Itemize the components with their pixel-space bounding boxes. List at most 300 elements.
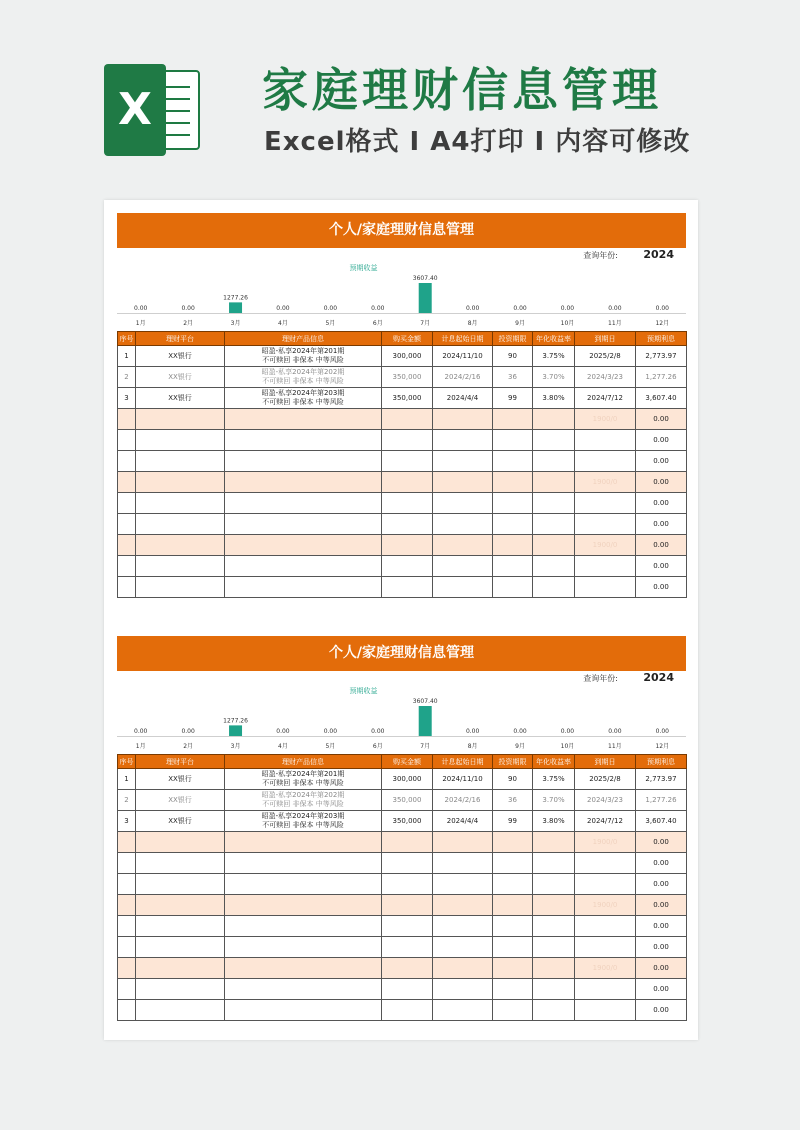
table-cell[interactable]: 3,607.40 [636, 811, 687, 832]
table-cell[interactable] [136, 895, 225, 916]
table-cell[interactable] [118, 895, 136, 916]
table-cell[interactable] [225, 937, 382, 958]
table-cell[interactable]: 3 [118, 811, 136, 832]
year-value[interactable]: 2024 [643, 248, 674, 261]
table-cell[interactable]: 3.80% [533, 388, 575, 409]
table-cell[interactable] [118, 409, 136, 430]
table-cell[interactable] [118, 430, 136, 451]
table-cell[interactable]: 350,000 [382, 367, 433, 388]
chart-bar [229, 725, 242, 736]
chart-data-label: 0.00 [655, 305, 669, 312]
table-cell[interactable] [433, 535, 493, 556]
table-cell[interactable] [118, 577, 136, 598]
table-row [118, 958, 687, 979]
table-cell[interactable]: 2024/7/12 [575, 811, 636, 832]
chart-data-label: 0.00 [276, 728, 290, 735]
table-cell[interactable] [433, 916, 493, 937]
column-header: 年化收益率 [533, 332, 575, 346]
product-info-line: 不可赎回 非保本 中等风险 [262, 377, 344, 385]
table-cell[interactable] [136, 874, 225, 895]
column-header: 投资期限 [493, 332, 533, 346]
table-cell[interactable] [433, 853, 493, 874]
table-cell[interactable] [136, 916, 225, 937]
table-cell[interactable] [225, 388, 382, 409]
page-subtitle: Excel格式 I A4打印 I 内容可修改 [264, 127, 691, 157]
table-cell[interactable] [575, 832, 636, 853]
table-row [118, 853, 687, 874]
table-cell[interactable]: 2024/3/23 [575, 790, 636, 811]
table-cell[interactable]: 0.00 [636, 832, 687, 853]
chart-title: 预期收益 [349, 264, 378, 272]
table-cell[interactable]: 3.80% [533, 811, 575, 832]
table-row [118, 535, 687, 556]
table-cell[interactable]: 0.00 [636, 493, 687, 514]
table-cell[interactable] [575, 979, 636, 1000]
product-info-line: 昭盈-私享2024年第203期 [261, 389, 345, 397]
excel-logo-letter: X [104, 64, 166, 156]
page-header [0, 0, 800, 195]
table-cell[interactable]: 0.00 [636, 472, 687, 493]
chart-x-tick-label: 1月 [135, 320, 146, 327]
table-cell[interactable]: 99 [493, 811, 533, 832]
chart-bar [419, 706, 432, 736]
table-cell[interactable]: 0.00 [636, 556, 687, 577]
table-cell[interactable]: 0.00 [636, 853, 687, 874]
chart-data-label: 0.00 [134, 728, 148, 735]
table-cell[interactable] [382, 472, 433, 493]
chart-data-label: 3607.40 [412, 698, 438, 705]
table-cell[interactable]: 0.00 [636, 577, 687, 598]
product-info-line: 昭盈-私享2024年第202期 [261, 368, 345, 376]
table-cell[interactable] [382, 958, 433, 979]
table-cell[interactable]: 2024/4/4 [433, 811, 493, 832]
chart-x-tick-label: 9月 [515, 320, 525, 327]
table-cell[interactable] [136, 979, 225, 1000]
table-cell[interactable] [225, 958, 382, 979]
column-header: 预期利息 [636, 755, 687, 769]
table-cell[interactable] [382, 853, 433, 874]
income-chart [117, 264, 686, 331]
placeholder-date: 1900/0 [592, 837, 618, 846]
table-cell[interactable] [118, 514, 136, 535]
table-cell[interactable] [493, 430, 533, 451]
table-cell[interactable] [136, 430, 225, 451]
table-cell[interactable] [493, 535, 533, 556]
table-cell[interactable] [575, 472, 636, 493]
finance-sheet-2 [117, 636, 686, 1021]
table-row [118, 811, 687, 832]
table-row [118, 937, 687, 958]
column-header: 到期日 [575, 755, 636, 769]
table-cell[interactable] [493, 556, 533, 577]
table-cell[interactable]: 2024/3/23 [575, 367, 636, 388]
table-cell[interactable] [493, 472, 533, 493]
placeholder-date: 1900/0 [592, 477, 618, 486]
table-cell[interactable]: XX银行 [136, 346, 225, 367]
table-cell[interactable] [382, 430, 433, 451]
table-cell[interactable] [382, 979, 433, 1000]
table-cell[interactable] [575, 916, 636, 937]
table-cell[interactable] [533, 430, 575, 451]
table-cell[interactable] [118, 958, 136, 979]
table-cell[interactable]: 2024/7/12 [575, 388, 636, 409]
chart-bar [229, 302, 242, 313]
table-cell[interactable] [433, 874, 493, 895]
table-cell[interactable] [533, 958, 575, 979]
table-cell[interactable]: 300,000 [382, 346, 433, 367]
table-cell[interactable]: 0.00 [636, 895, 687, 916]
table-cell[interactable] [575, 556, 636, 577]
table-cell[interactable] [382, 493, 433, 514]
table-cell[interactable]: 350,000 [382, 811, 433, 832]
table-cell[interactable] [493, 916, 533, 937]
table-cell[interactable] [533, 472, 575, 493]
chart-title: 预期收益 [349, 687, 378, 695]
table-cell[interactable] [225, 769, 382, 790]
table-cell[interactable]: 36 [493, 367, 533, 388]
table-cell[interactable] [433, 556, 493, 577]
table-cell[interactable] [225, 367, 382, 388]
table-cell[interactable]: 0.00 [636, 916, 687, 937]
table-cell[interactable] [118, 979, 136, 1000]
chart-x-tick-label: 4月 [278, 743, 288, 750]
table-cell[interactable] [118, 556, 136, 577]
table-cell[interactable]: 3,607.40 [636, 388, 687, 409]
table-cell[interactable]: 2,773.97 [636, 346, 687, 367]
table-cell[interactable] [533, 556, 575, 577]
table-cell[interactable]: 0.00 [636, 514, 687, 535]
table-cell[interactable]: 0.00 [636, 430, 687, 451]
table-cell[interactable] [225, 577, 382, 598]
table-cell[interactable] [136, 451, 225, 472]
table-cell[interactable]: XX银行 [136, 367, 225, 388]
table-cell[interactable] [533, 451, 575, 472]
table-row [118, 556, 687, 577]
table-cell[interactable] [136, 556, 225, 577]
table-cell[interactable] [136, 1000, 225, 1021]
table-cell[interactable] [575, 853, 636, 874]
table-cell[interactable] [575, 937, 636, 958]
product-info-line: 不可赎回 非保本 中等风险 [262, 800, 344, 808]
table-cell[interactable] [533, 832, 575, 853]
chart-data-label: 0.00 [465, 305, 480, 312]
table-cell[interactable] [533, 937, 575, 958]
table-header-row [118, 332, 687, 346]
year-label: 查询年份: [583, 674, 618, 683]
table-cell[interactable] [575, 493, 636, 514]
table-cell[interactable]: 0.00 [636, 937, 687, 958]
table-cell[interactable] [225, 790, 382, 811]
table-cell[interactable] [118, 874, 136, 895]
table-cell[interactable]: 36 [493, 790, 533, 811]
placeholder-date: 1900/0 [592, 414, 618, 423]
table-cell[interactable] [433, 493, 493, 514]
chart-data-label: 0.00 [608, 728, 622, 735]
table-cell[interactable]: 2024/11/10 [433, 769, 493, 790]
table-cell[interactable] [225, 493, 382, 514]
table-cell[interactable] [433, 514, 493, 535]
finance-table [117, 754, 687, 1021]
table-cell[interactable] [575, 514, 636, 535]
table-cell[interactable] [225, 451, 382, 472]
table-cell[interactable]: 350,000 [382, 388, 433, 409]
table-cell[interactable]: 3.75% [533, 769, 575, 790]
table-cell[interactable] [533, 895, 575, 916]
chart-data-label: 0.00 [134, 305, 148, 312]
excel-logo-icon [104, 64, 202, 154]
table-cell[interactable] [533, 409, 575, 430]
table-cell[interactable] [225, 811, 382, 832]
table-cell[interactable]: 90 [493, 769, 533, 790]
column-header: 理财平台 [136, 755, 225, 769]
table-cell[interactable] [225, 514, 382, 535]
table-cell[interactable] [136, 577, 225, 598]
table-cell[interactable] [382, 916, 433, 937]
chart-data-label: 0.00 [371, 728, 385, 735]
table-row [118, 514, 687, 535]
table-cell[interactable]: 3.75% [533, 346, 575, 367]
table-cell[interactable] [533, 853, 575, 874]
table-cell[interactable] [575, 874, 636, 895]
table-cell[interactable]: 0.00 [636, 409, 687, 430]
table-cell[interactable] [493, 979, 533, 1000]
table-cell[interactable] [575, 1000, 636, 1021]
table-cell[interactable] [225, 895, 382, 916]
table-cell[interactable]: 1,277.26 [636, 367, 687, 388]
table-row [118, 493, 687, 514]
table-cell[interactable] [382, 451, 433, 472]
table-cell[interactable]: XX银行 [136, 769, 225, 790]
table-cell[interactable] [136, 409, 225, 430]
table-cell[interactable] [136, 535, 225, 556]
table-cell[interactable] [382, 1000, 433, 1021]
table-cell[interactable]: 2025/2/8 [575, 769, 636, 790]
table-cell[interactable] [575, 451, 636, 472]
table-cell[interactable] [225, 556, 382, 577]
table-cell[interactable] [382, 832, 433, 853]
chart-x-tick-label: 11月 [608, 743, 622, 750]
table-cell[interactable]: 1 [118, 346, 136, 367]
income-chart-svg [117, 264, 686, 331]
table-cell[interactable] [118, 493, 136, 514]
table-cell[interactable] [493, 577, 533, 598]
table-cell[interactable] [118, 535, 136, 556]
table-cell[interactable] [118, 832, 136, 853]
table-cell[interactable] [433, 472, 493, 493]
chart-data-label: 1277.26 [223, 717, 248, 725]
table-cell[interactable] [433, 1000, 493, 1021]
table-cell[interactable]: XX银行 [136, 388, 225, 409]
table-cell[interactable]: 3 [118, 388, 136, 409]
table-row [118, 430, 687, 451]
table-cell[interactable]: 2 [118, 367, 136, 388]
table-cell[interactable] [382, 556, 433, 577]
table-cell[interactable] [225, 853, 382, 874]
table-cell[interactable] [136, 853, 225, 874]
table-cell[interactable]: 0.00 [636, 874, 687, 895]
table-cell[interactable] [225, 874, 382, 895]
table-cell[interactable]: 2024/2/16 [433, 790, 493, 811]
table-cell[interactable]: 0.00 [636, 1000, 687, 1021]
column-header: 投资期限 [493, 755, 533, 769]
column-header: 理财产品信息 [225, 755, 382, 769]
chart-data-label: 0.00 [276, 305, 290, 312]
table-cell[interactable] [382, 535, 433, 556]
table-cell[interactable] [118, 472, 136, 493]
table-cell[interactable] [493, 493, 533, 514]
table-cell[interactable]: 2024/2/16 [433, 367, 493, 388]
table-cell[interactable] [433, 409, 493, 430]
table-cell[interactable] [493, 514, 533, 535]
table-cell[interactable] [118, 937, 136, 958]
table-cell[interactable]: 0.00 [636, 535, 687, 556]
table-cell[interactable] [382, 514, 433, 535]
table-cell[interactable] [533, 493, 575, 514]
table-header [118, 332, 687, 346]
table-cell[interactable] [493, 1000, 533, 1021]
table-cell[interactable] [136, 958, 225, 979]
table-cell[interactable] [533, 916, 575, 937]
table-cell[interactable] [225, 472, 382, 493]
table-cell[interactable]: 0.00 [636, 451, 687, 472]
table-cell[interactable]: 350,000 [382, 790, 433, 811]
table-cell[interactable] [225, 979, 382, 1000]
table-cell[interactable] [382, 409, 433, 430]
table-cell[interactable] [575, 958, 636, 979]
table-cell[interactable] [493, 832, 533, 853]
chart-x-tick-label: 1月 [135, 743, 146, 750]
table-cell[interactable]: 2,773.97 [636, 769, 687, 790]
table-cell[interactable]: 1 [118, 769, 136, 790]
column-header: 序号 [118, 755, 136, 769]
table-cell[interactable] [433, 895, 493, 916]
table-cell[interactable]: 2 [118, 790, 136, 811]
table-cell[interactable] [493, 937, 533, 958]
table-cell[interactable] [225, 430, 382, 451]
table-cell[interactable] [225, 409, 382, 430]
table-cell[interactable] [136, 832, 225, 853]
chart-x-tick-label: 10月 [560, 743, 575, 750]
table-cell[interactable] [136, 493, 225, 514]
table-body [118, 769, 687, 1021]
table-cell[interactable]: 1,277.26 [636, 790, 687, 811]
table-cell[interactable] [533, 874, 575, 895]
table-cell[interactable] [433, 958, 493, 979]
table-cell[interactable]: 90 [493, 346, 533, 367]
table-cell[interactable] [136, 937, 225, 958]
table-cell[interactable] [433, 430, 493, 451]
finance-sheet-1 [117, 213, 686, 598]
chart-data-label: 0.00 [323, 305, 338, 312]
table-row [118, 409, 687, 430]
table-cell[interactable]: 0.00 [636, 979, 687, 1000]
column-header: 到期日 [575, 332, 636, 346]
table-row [118, 346, 687, 367]
table-cell[interactable]: 99 [493, 388, 533, 409]
table-cell[interactable] [533, 514, 575, 535]
table-cell[interactable]: XX银行 [136, 811, 225, 832]
chart-x-tick-label: 5月 [325, 320, 336, 327]
table-cell[interactable] [382, 895, 433, 916]
column-header: 计息起始日期 [433, 332, 493, 346]
table-cell[interactable]: 2024/11/10 [433, 346, 493, 367]
table-cell[interactable]: 300,000 [382, 769, 433, 790]
chart-x-tick-label: 8月 [467, 743, 478, 750]
table-cell[interactable] [493, 958, 533, 979]
table-cell[interactable] [225, 1000, 382, 1021]
chart-x-tick-label: 7月 [420, 743, 431, 750]
placeholder-date: 1900/0 [592, 963, 618, 972]
table-cell[interactable] [225, 916, 382, 937]
chart-x-tick-label: 5月 [325, 743, 336, 750]
table-cell[interactable] [225, 832, 382, 853]
table-cell[interactable] [136, 514, 225, 535]
table-cell[interactable] [575, 577, 636, 598]
table-row [118, 1000, 687, 1021]
table-cell[interactable]: 2024/4/4 [433, 388, 493, 409]
table-cell[interactable] [575, 409, 636, 430]
table-cell[interactable]: 2025/2/8 [575, 346, 636, 367]
table-row [118, 916, 687, 937]
chart-x-tick-label: 2月 [183, 743, 194, 750]
column-header: 预期利息 [636, 332, 687, 346]
chart-x-tick-label: 6月 [372, 320, 383, 327]
year-value[interactable]: 2024 [643, 671, 674, 684]
table-cell[interactable] [433, 451, 493, 472]
table-cell[interactable] [382, 577, 433, 598]
table-cell[interactable] [118, 451, 136, 472]
table-cell[interactable] [433, 577, 493, 598]
table-row [118, 451, 687, 472]
table-cell[interactable]: XX银行 [136, 790, 225, 811]
income-chart-svg [117, 687, 686, 754]
table-cell[interactable] [493, 451, 533, 472]
table-cell[interactable] [493, 895, 533, 916]
table-cell[interactable] [225, 535, 382, 556]
table-cell[interactable] [575, 535, 636, 556]
table-cell[interactable]: 0.00 [636, 958, 687, 979]
table-cell[interactable] [533, 535, 575, 556]
table-cell[interactable] [493, 853, 533, 874]
table-body [118, 346, 687, 598]
table-cell[interactable] [533, 577, 575, 598]
chart-data-label: 3607.40 [412, 275, 438, 282]
table-cell[interactable] [533, 1000, 575, 1021]
table-cell[interactable] [433, 937, 493, 958]
table-cell[interactable] [225, 346, 382, 367]
table-cell[interactable] [493, 409, 533, 430]
table-cell[interactable] [493, 874, 533, 895]
product-info-line: 不可赎回 非保本 中等风险 [262, 398, 344, 406]
table-cell[interactable] [433, 979, 493, 1000]
table-cell[interactable] [118, 853, 136, 874]
year-selector-row [117, 671, 686, 691]
table-cell[interactable] [575, 430, 636, 451]
table-cell[interactable] [433, 832, 493, 853]
placeholder-date: 1900/0 [592, 540, 618, 549]
table-cell[interactable] [575, 895, 636, 916]
table-cell[interactable]: 3.70% [533, 367, 575, 388]
table-cell[interactable]: 3.70% [533, 790, 575, 811]
table-cell[interactable] [533, 979, 575, 1000]
table-cell[interactable] [382, 874, 433, 895]
table-cell[interactable] [136, 472, 225, 493]
column-header: 购买金额 [382, 755, 433, 769]
chart-data-label: 0.00 [655, 728, 669, 735]
table-cell[interactable] [382, 937, 433, 958]
table-cell[interactable] [118, 1000, 136, 1021]
table-cell[interactable] [118, 916, 136, 937]
